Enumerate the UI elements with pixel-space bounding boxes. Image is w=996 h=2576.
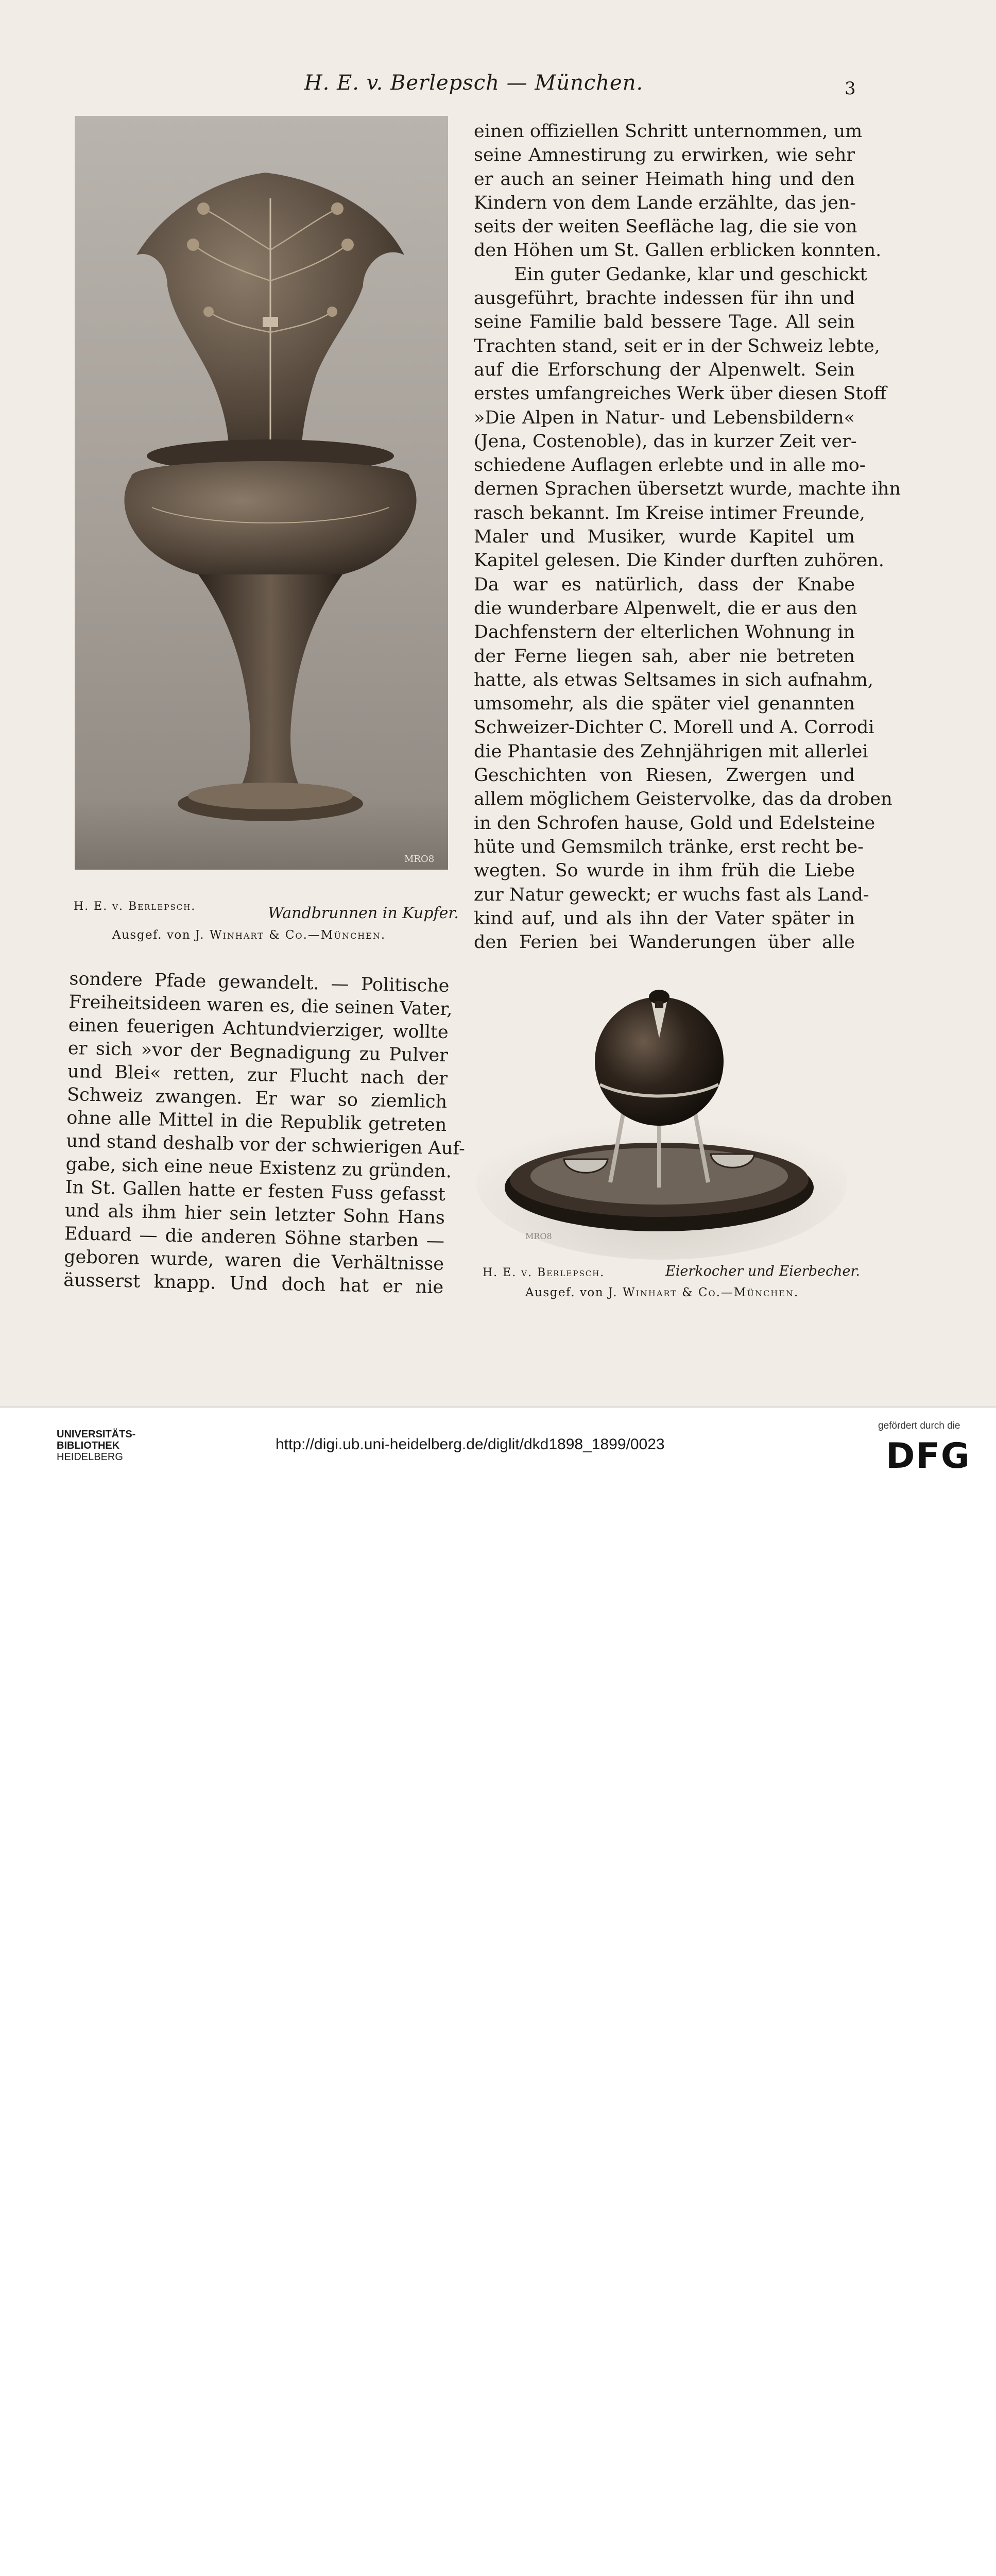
text-line: Geschichten von Riesen, Zwergen und bbox=[474, 765, 855, 786]
text-line: Maler und Musiker, wurde Kapitel um bbox=[474, 527, 855, 548]
wall-fountain-illustration bbox=[75, 116, 448, 870]
text-line: rasch bekannt. Im Kreise intimer Freunde, bbox=[474, 502, 865, 523]
text-line: Da war es natürlich, dass der Knabe bbox=[474, 574, 855, 595]
running-head: H. E. v. Berlepsch — München. bbox=[304, 71, 644, 95]
text-line: allem möglichem Geistervolke, das da droben bbox=[474, 789, 892, 810]
photo-monogram: MRO8 bbox=[404, 854, 435, 865]
text-line: gabe, sich eine neue Existenz zu gründen. bbox=[65, 1154, 452, 1182]
text-line: erstes umfangreiches Werk über diesen Stoff bbox=[474, 383, 887, 404]
wall-fountain-photo bbox=[75, 116, 448, 870]
text-line: auf die Erforschung der Alpenwelt. Sein bbox=[474, 359, 855, 380]
text-line: kind auf, und als ihn der Vater später in bbox=[474, 908, 855, 929]
text-line: umsomehr, als die später viel genannten bbox=[474, 693, 855, 715]
text-line: hatte, als etwas Seltsames in sich aufnahm, bbox=[474, 669, 874, 690]
figure2-maker-line bbox=[525, 1286, 799, 1299]
sponsor-label: gefördert durch die bbox=[878, 1420, 960, 1431]
text-line: sondere Pfade gewandelt. — Politische bbox=[69, 968, 450, 997]
text-line: Kapitel gelesen. Die Kinder durften zuhören. bbox=[474, 550, 884, 571]
egg-cooker-photo bbox=[476, 961, 847, 1260]
permalink-url[interactable]: http://digi.ub.uni-heidelberg.de/diglit/dkd1898_1899/0023 bbox=[276, 1436, 665, 1453]
text-line: einen offiziellen Schritt unternommen, um bbox=[474, 121, 863, 142]
text-line: seits der weiten Seefläche lag, die sie von bbox=[474, 216, 857, 238]
figure1-title: Wandbrunnen in Kupfer. bbox=[268, 904, 459, 922]
text-line: Eduard — die anderen Söhne starben — bbox=[64, 1223, 445, 1252]
text-line: Schweizer-Dichter C. Morell und A. Corrodi bbox=[474, 717, 874, 738]
text-line: Dachfenstern der elterlichen Wohnung in bbox=[474, 622, 855, 643]
text-line: er sich »vor der Begnadigung zu Pulver bbox=[67, 1038, 449, 1066]
figure2-title: Eierkocher und Eierbecher. bbox=[665, 1263, 860, 1279]
text-line: Ein guter Gedanke, klar und geschickt bbox=[514, 264, 867, 285]
text-line: in den Schrofen hause, Gold und Edelsteine bbox=[474, 812, 875, 834]
text-line: In St. Gallen hatte er festen Fuss gefasst bbox=[65, 1177, 446, 1206]
text-line: Freiheitsideen waren es, die seinen Vater, bbox=[68, 991, 453, 1020]
text-line: und Blei« retten, zur Flucht nach der bbox=[67, 1061, 448, 1090]
text-line: die Phantasie des Zehnjährigen mit allerlei bbox=[474, 741, 868, 762]
text-line: geboren wurde, waren die Verhältnisse bbox=[63, 1246, 444, 1275]
text-line: einen feuerigen Achtundvierziger, wollte bbox=[68, 1014, 449, 1043]
figure1-artist: H. E. v. Berlepsch. bbox=[74, 900, 196, 913]
library-line: UNIVERSITÄTS- bbox=[57, 1429, 136, 1440]
figure1-maker: J. Winhart & Co.—München. bbox=[195, 928, 386, 942]
footer-divider bbox=[0, 1406, 996, 1408]
text-line: dernen Sprachen übersetzt wurde, machte ihn bbox=[474, 479, 901, 500]
dfg-logo: DFG bbox=[886, 1436, 971, 1477]
text-line: hüte und Gemsmilch tränke, erst recht be- bbox=[474, 836, 864, 857]
figure2-maker: J. Winhart & Co.—München. bbox=[608, 1286, 799, 1299]
text-line: den Ferien bei Wanderungen über alle bbox=[474, 932, 855, 953]
figure2-maker-prefix: Ausgef. von bbox=[525, 1286, 604, 1299]
text-line: Kindern von dem Lande erzählte, das jen- bbox=[474, 192, 856, 213]
text-line: die wunderbare Alpenwelt, die er aus den bbox=[474, 598, 857, 619]
right-text-column bbox=[474, 120, 901, 954]
library-line: BIBLIOTHEK bbox=[57, 1440, 120, 1451]
library-name bbox=[57, 1429, 135, 1463]
text-line: Schweiz zwangen. Er war so ziemlich bbox=[66, 1084, 448, 1113]
text-line: der Ferne liegen sah, aber nie betreten bbox=[474, 646, 855, 667]
text-line: den Höhen um St. Gallen erblicken konnten. bbox=[474, 240, 882, 261]
text-line: äusserst knapp. Und doch hat er nie bbox=[63, 1269, 444, 1298]
text-line: »Die Alpen in Natur- und Lebensbildern« bbox=[474, 407, 855, 428]
text-line: und stand deshalb vor der schwierigen Auf- bbox=[66, 1130, 466, 1159]
library-line: HEIDELBERG bbox=[57, 1451, 123, 1463]
photo-monogram: MRO8 bbox=[525, 1231, 552, 1241]
text-line: zur Natur geweckt; er wuchs fast als Land- bbox=[474, 884, 869, 905]
text-line: ohne alle Mittel in die Republik getreten bbox=[66, 1107, 447, 1136]
text-line: seine Familie bald bessere Tage. All sein bbox=[474, 312, 855, 333]
text-line: und als ihm hier sein letzter Sohn Hans bbox=[64, 1200, 445, 1229]
text-line: wegten. So wurde in ihm früh die Liebe bbox=[474, 860, 855, 882]
text-line: (Jena, Costenoble), das in kurzer Zeit ver- bbox=[474, 431, 857, 452]
egg-cooker-illustration bbox=[476, 961, 847, 1260]
figure1-maker-line bbox=[112, 928, 386, 942]
text-line: Trachten stand, seit er in der Schweiz lebte, bbox=[474, 335, 880, 357]
text-line: schiedene Auflagen erlebte und in alle mo- bbox=[474, 455, 866, 476]
left-text-column bbox=[63, 968, 466, 1299]
figure1-maker-prefix: Ausgef. von bbox=[112, 928, 191, 942]
figure2-artist: H. E. v. Berlepsch. bbox=[483, 1266, 605, 1279]
page-number: 3 bbox=[845, 78, 856, 99]
text-line: er auch an seiner Heimath hing und den bbox=[474, 168, 855, 190]
text-line: seine Amnestirung zu erwirken, wie sehr bbox=[474, 145, 855, 166]
text-line: ausgeführt, brachte indessen für ihn und bbox=[474, 288, 855, 309]
